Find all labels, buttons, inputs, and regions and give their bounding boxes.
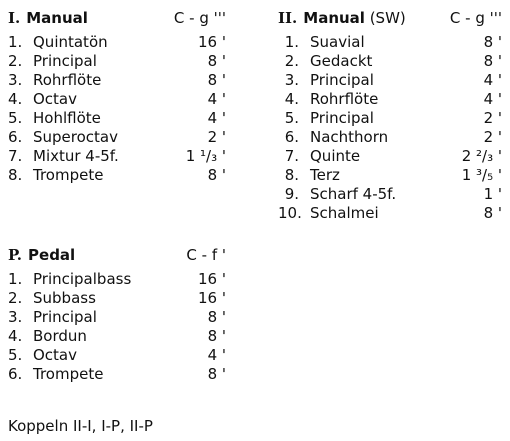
stop-name: Scharf 4-5f. [310, 185, 397, 203]
stop-index: 3. [284, 71, 299, 89]
stop-row [278, 33, 504, 52]
division-name: Manual [303, 9, 365, 27]
stop-name: Hohlflöte [33, 109, 101, 127]
stop-row [278, 52, 504, 71]
stop-pitch: 1 ' [483, 185, 502, 203]
stop-row [8, 90, 228, 109]
stop-name: Principal [310, 109, 374, 127]
stop-name: Superoctav [33, 128, 118, 146]
couplers-line: Koppeln II-I, I-P, II-P [8, 417, 153, 435]
stop-name: Nachthorn [310, 128, 389, 146]
stop-index: 2. [8, 52, 23, 70]
division-suffix: (SW) [364, 9, 406, 27]
division-number: P. [8, 246, 23, 264]
stop-row [8, 270, 228, 289]
stop-row [278, 90, 504, 109]
division-compass: C - g ''' [173, 9, 226, 27]
stop-row [8, 166, 228, 185]
stop-pitch: 4 ' [483, 90, 502, 108]
stop-name: Suavial [310, 33, 365, 51]
stop-pitch: 8 ' [483, 33, 502, 51]
division-manual-1 [8, 8, 228, 185]
stop-row [278, 204, 504, 223]
stop-row [8, 289, 228, 308]
stop-row [278, 166, 504, 185]
stop-index: 4. [8, 90, 23, 108]
stop-name: Quintatön [33, 33, 108, 51]
stop-row [8, 109, 228, 128]
stop-pitch: 2 ' [483, 109, 502, 127]
stop-index: 5. [8, 346, 23, 364]
stop-index: 10. [278, 204, 302, 222]
division-name: Pedal [28, 246, 76, 264]
stop-row [278, 147, 504, 166]
division-header [278, 8, 504, 28]
stop-name: Trompete [33, 365, 104, 383]
stop-pitch: 2 ' [483, 128, 502, 146]
stop-name: Principal [33, 52, 97, 70]
stop-pitch: 8 ' [207, 166, 226, 184]
stop-pitch: 4 ' [483, 71, 502, 89]
stop-pitch: 8 ' [207, 327, 226, 345]
division-manual-2 [278, 8, 504, 223]
stop-index: 3. [8, 308, 23, 326]
stop-pitch: 16 ' [198, 289, 226, 307]
stop-name: Octav [33, 346, 78, 364]
stop-row [8, 308, 228, 327]
stop-name: Principalbass [33, 270, 132, 288]
division-pedal [8, 245, 228, 384]
stop-pitch: 1 ¹/₃ ' [185, 147, 226, 165]
stop-index: 6. [8, 128, 23, 146]
stop-name: Trompete [33, 166, 104, 184]
stop-row [8, 346, 228, 365]
stop-index: 1. [8, 270, 23, 288]
stop-name: Schalmei [310, 204, 379, 222]
stop-pitch: 8 ' [483, 204, 502, 222]
stop-pitch: 16 ' [198, 270, 226, 288]
stop-name: Mixtur 4-5f. [33, 147, 119, 165]
stop-index: 7. [284, 147, 299, 165]
stop-pitch: 4 ' [207, 90, 226, 108]
stop-pitch: 4 ' [207, 109, 226, 127]
division-compass: C - f ' [186, 246, 226, 264]
stop-pitch: 2 ²/₃ ' [461, 147, 502, 165]
stop-name: Subbass [33, 289, 96, 307]
stop-index: 6. [284, 128, 299, 146]
stop-index: 5. [284, 109, 299, 127]
stop-row [8, 71, 228, 90]
stop-name: Principal [33, 308, 97, 326]
division-compass: C - g ''' [449, 9, 502, 27]
division-number: II. [278, 9, 298, 27]
division-name: Manual [26, 9, 88, 27]
stop-index: 9. [284, 185, 299, 203]
stop-index: 1. [8, 33, 23, 51]
stop-index: 4. [8, 327, 23, 345]
stop-index: 1. [284, 33, 299, 51]
stop-name: Principal [310, 71, 374, 89]
stop-index: 5. [8, 109, 23, 127]
stop-row [278, 185, 504, 204]
stop-name: Rohrflöte [33, 71, 102, 89]
stop-pitch: 8 ' [207, 365, 226, 383]
stop-index: 7. [8, 147, 23, 165]
stop-row [8, 147, 228, 166]
stop-index: 2. [8, 289, 23, 307]
stop-row [278, 109, 504, 128]
division-header [8, 245, 228, 265]
stop-row [278, 128, 504, 147]
stop-pitch: 4 ' [207, 346, 226, 364]
stop-row [8, 327, 228, 346]
stop-row [278, 71, 504, 90]
stop-index: 4. [284, 90, 299, 108]
stop-row [8, 365, 228, 384]
stop-name: Terz [310, 166, 340, 184]
stop-pitch: 8 ' [207, 308, 226, 326]
stop-name: Rohrflöte [310, 90, 379, 108]
stop-row [8, 128, 228, 147]
stop-index: 6. [8, 365, 23, 383]
stop-index: 3. [8, 71, 23, 89]
stop-name: Quinte [310, 147, 361, 165]
stop-index: 8. [8, 166, 23, 184]
stop-row [8, 52, 228, 71]
stop-pitch: 1 ³/₅ ' [461, 166, 502, 184]
division-number: I. [8, 9, 21, 27]
stop-name: Bordun [33, 327, 87, 345]
division-header [8, 8, 228, 28]
stop-pitch: 16 ' [198, 33, 226, 51]
stop-row [8, 33, 228, 52]
stop-pitch: 8 ' [207, 71, 226, 89]
stop-pitch: 2 ' [207, 128, 226, 146]
stop-index: 2. [284, 52, 299, 70]
stop-pitch: 8 ' [483, 52, 502, 70]
stop-pitch: 8 ' [207, 52, 226, 70]
stop-name: Gedackt [310, 52, 373, 70]
stop-name: Octav [33, 90, 78, 108]
stop-index: 8. [284, 166, 299, 184]
